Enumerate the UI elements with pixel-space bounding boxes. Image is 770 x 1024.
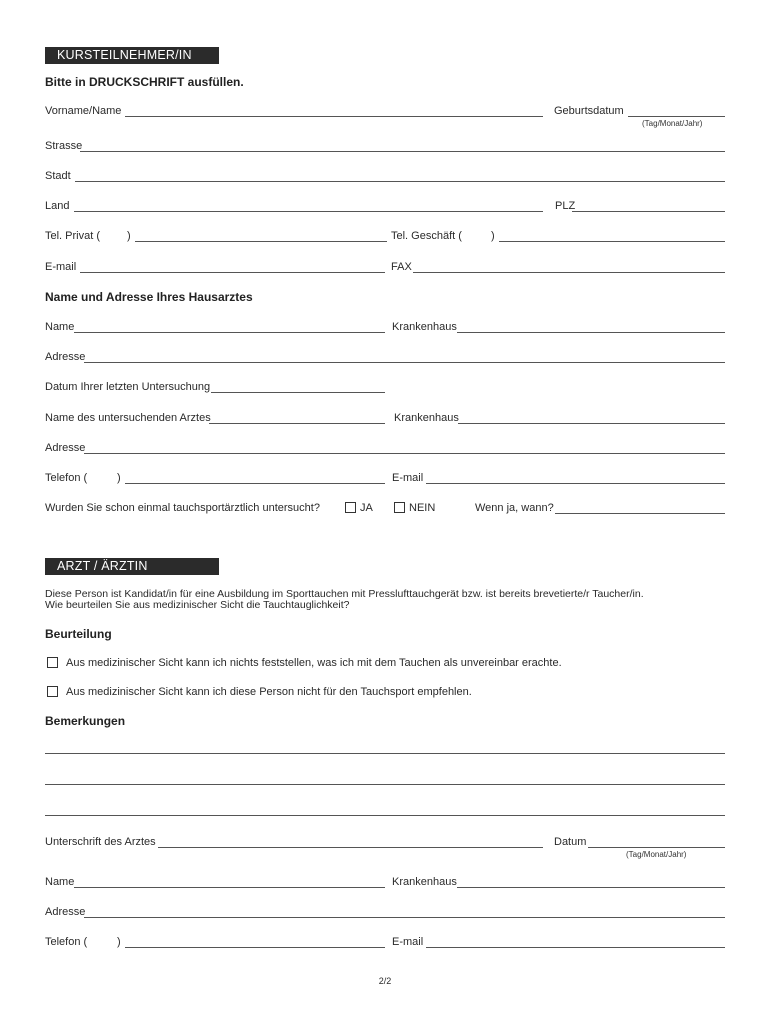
datum-untersuchung-field[interactable] (211, 392, 385, 393)
hausarzt-adresse-label: Adresse (45, 351, 86, 363)
section-band-participant: KURSTEILNEHMER/IN (45, 47, 219, 64)
vorname-label: Vorname/Name (45, 105, 122, 117)
row-telefon (45, 229, 725, 245)
arzt-name-field[interactable] (74, 887, 385, 888)
ja-checkbox[interactable] (345, 502, 356, 513)
geburtsdatum-field[interactable] (628, 116, 725, 117)
tel-geschaeft-label: Tel. Geschäft ( (391, 230, 462, 242)
strasse-field[interactable] (80, 151, 725, 152)
krankenhaus-field[interactable] (457, 332, 725, 333)
land-label: Land (45, 200, 70, 212)
vorname-field[interactable] (125, 116, 543, 117)
hausarzt-name-field[interactable] (74, 332, 385, 333)
tel-privat-paren: ) (127, 230, 131, 242)
hausarzt-adresse-field[interactable] (84, 362, 725, 363)
telefon-label: Telefon ( (45, 472, 88, 484)
datum-label: Datum (554, 836, 587, 848)
arzt-telefon-paren: ) (117, 936, 121, 948)
tel-geschaeft-field[interactable] (499, 241, 725, 242)
arzt-email-field[interactable] (426, 947, 725, 948)
email-label: E-mail (45, 261, 77, 273)
tel-privat-label: Tel. Privat ( (45, 230, 101, 242)
arzt-name-label: Name (45, 876, 75, 888)
beurteilung-heading: Beurteilung (45, 627, 112, 641)
page-number: 2/2 (378, 976, 392, 986)
question-label: Wurden Sie schon einmal tauchsportärztlich untersucht? (45, 502, 320, 514)
bemerkungen-heading: Bemerkungen (45, 714, 126, 728)
untersuchender-arzt-field[interactable] (209, 423, 385, 424)
datum-format-hint: (Tag/Monat/Jahr) (626, 850, 687, 859)
row-datum-untersuchung (45, 380, 725, 396)
option2-label: Aus medizinischer Sicht kann ich diese Person nicht für den Tauchsport empfehlen. (66, 686, 472, 698)
fax-field[interactable] (413, 272, 725, 273)
row-hausarzt-name (45, 320, 725, 336)
row-strasse (45, 139, 725, 155)
email2-label: E-mail (392, 472, 424, 484)
row-question (45, 501, 725, 517)
telefon-paren: ) (117, 472, 121, 484)
email-field[interactable] (80, 272, 385, 273)
option1-label: Aus medizinischer Sicht kann ich nichts feststellen, was ich mit dem Tauchen als unvereinbar erachte. (66, 657, 562, 669)
krankenhaus2-field[interactable] (458, 423, 725, 424)
arzt-krankenhaus-label: Krankenhaus (392, 876, 457, 888)
wenn-ja-field[interactable] (555, 513, 725, 514)
plz-field[interactable] (572, 211, 725, 212)
adresse2-field[interactable] (84, 453, 725, 454)
birth-format-hint: (Tag/Monat/Jahr) (642, 119, 703, 128)
datum-field[interactable] (588, 847, 725, 848)
row-name-birth (45, 104, 725, 120)
unterschrift-label: Unterschrift des Arztes (45, 836, 156, 848)
row-untersuchender-arzt (45, 411, 725, 427)
ja-label: JA (360, 502, 373, 514)
doctor-intro-line2: Wie beurteilen Sie aus medizinischer Sicht die Tauchtauglichkeit? (45, 599, 350, 611)
arzt-adresse-field[interactable] (84, 917, 725, 918)
krankenhaus-label: Krankenhaus (392, 321, 457, 333)
adresse2-label: Adresse (45, 442, 86, 454)
row-adresse2 (45, 441, 725, 457)
unterschrift-field[interactable] (158, 847, 543, 848)
untersuchender-arzt-label: Name des untersuchenden Arztes (45, 412, 211, 424)
option1-checkbox[interactable] (47, 657, 58, 668)
plz-label: PLZ (555, 200, 576, 212)
instruction-heading: Bitte in DRUCKSCHRIFT ausfüllen. (45, 75, 244, 89)
stadt-label: Stadt (45, 170, 71, 182)
row-email-fax (45, 260, 725, 276)
arzt-krankenhaus-field[interactable] (457, 887, 725, 888)
tel-privat-field[interactable] (135, 241, 387, 242)
row-stadt (45, 169, 725, 185)
row-arzt-name (45, 875, 725, 891)
strasse-label: Strasse (45, 140, 83, 152)
row-land-plz (45, 199, 725, 215)
nein-label: NEIN (409, 502, 436, 514)
telefon-field[interactable] (125, 483, 385, 484)
stadt-field[interactable] (75, 181, 725, 182)
arzt-email-label: E-mail (392, 936, 424, 948)
bemerkungen-line-2[interactable] (45, 784, 725, 785)
arzt-telefon-label: Telefon ( (45, 936, 88, 948)
fax-label: FAX (391, 261, 412, 273)
hausarzt-name-label: Name (45, 321, 75, 333)
bemerkungen-line-3[interactable] (45, 815, 725, 816)
land-field[interactable] (74, 211, 543, 212)
bemerkungen-line-1[interactable] (45, 753, 725, 754)
row-telefon-email (45, 471, 725, 487)
row-unterschrift (45, 835, 725, 851)
row-arzt-adresse (45, 905, 725, 921)
krankenhaus2-label: Krankenhaus (394, 412, 459, 424)
arzt-telefon-field[interactable] (125, 947, 385, 948)
row-hausarzt-adresse (45, 350, 725, 366)
option2-checkbox[interactable] (47, 686, 58, 697)
email2-field[interactable] (426, 483, 725, 484)
datum-untersuchung-label: Datum Ihrer letzten Untersuchung (45, 381, 211, 393)
arzt-adresse-label: Adresse (45, 906, 86, 918)
wenn-ja-label: Wenn ja, wann? (475, 502, 554, 514)
doctor-intro-line1: Diese Person ist Kandidat/in für eine Ausbildung im Sporttauchen mit Presslufttauchgerät bzw. ist bereits brevetierte/r Taucher/in. (45, 588, 644, 600)
section-band-doctor: ARZT / ÄRZTIN (45, 558, 219, 575)
tel-geschaeft-paren: ) (491, 230, 495, 242)
nein-checkbox[interactable] (394, 502, 405, 513)
row-arzt-telefon (45, 935, 725, 951)
hausarzt-heading: Name und Adresse Ihres Hausarztes (45, 290, 253, 304)
geburtsdatum-label: Geburtsdatum (554, 105, 624, 117)
